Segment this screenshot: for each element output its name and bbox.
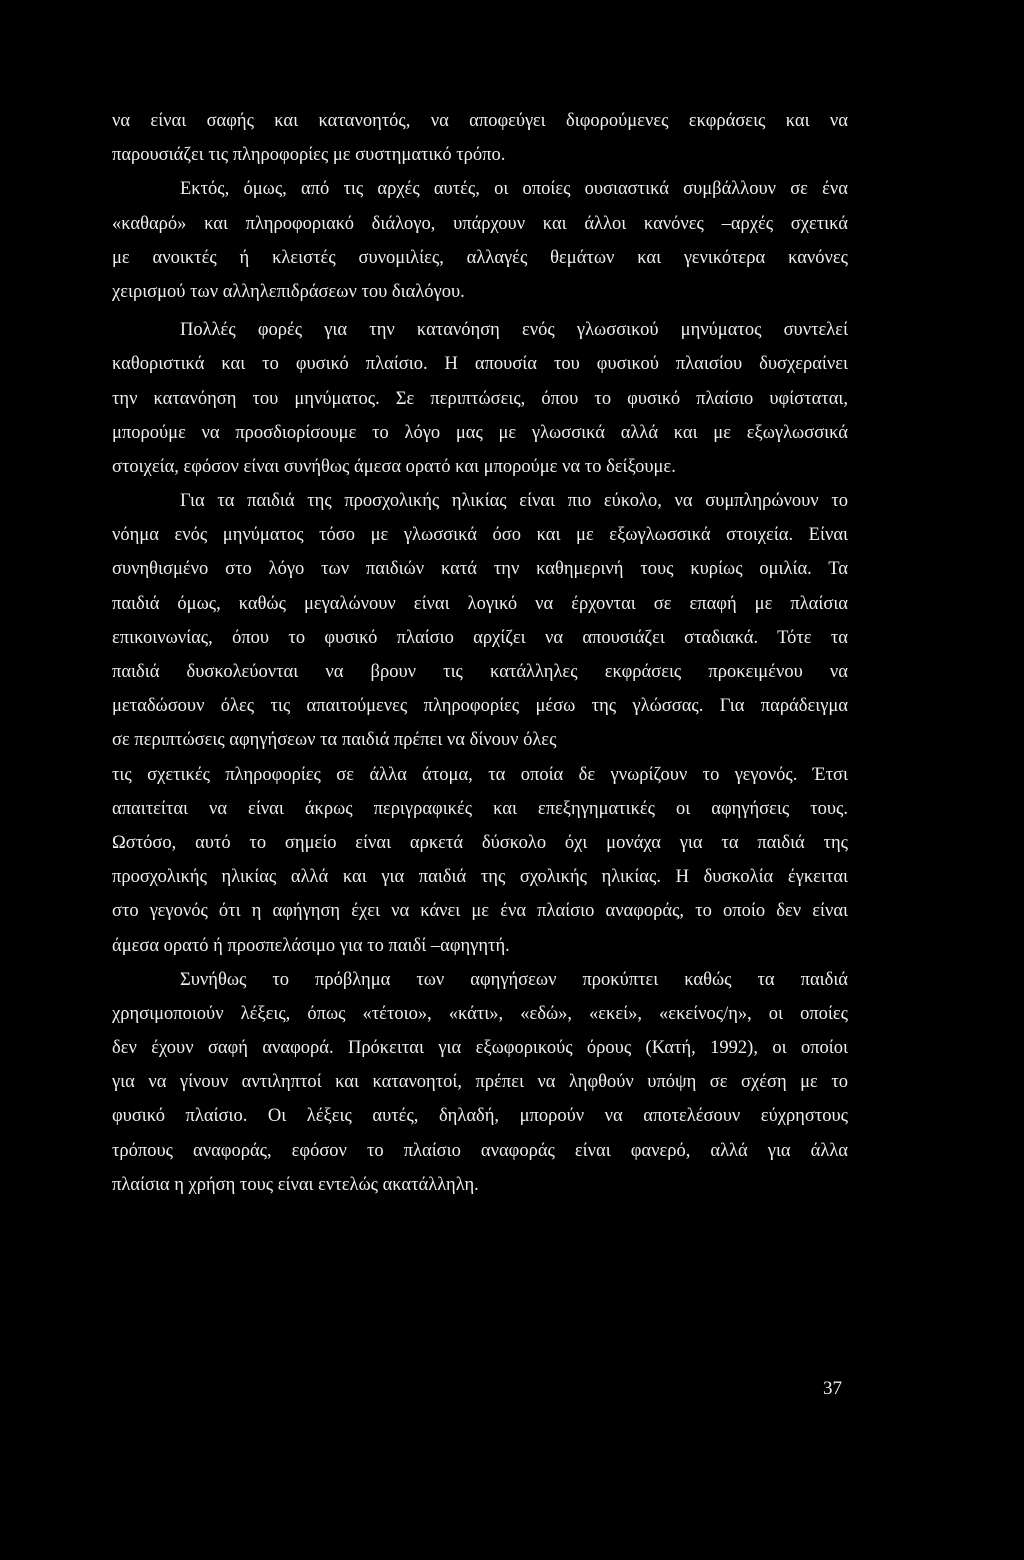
text-line: πλαίσια η χρήση τους είναι εντελώς ακατάλληλη. xyxy=(112,1174,479,1195)
text-line: καθοριστικά και το φυσικό πλαίσιο. Η απουσία του φυσικού πλαισίου δυσχεραίνει xyxy=(112,354,848,375)
text-line: «καθαρό» και πληροφοριακό διάλογο, υπάρχουν και άλλοι κανόνες –αρχές σχετικά xyxy=(112,213,848,234)
text-line: σε περιπτώσεις αφηγήσεων τα παιδιά πρέπει να δίνουν όλες xyxy=(112,730,557,751)
text-line: προσχολικής ηλικίας αλλά και για παιδιά της σχολικής ηλικίας. Η δυσκολία έγκειται xyxy=(112,867,848,888)
text-line: με ανοικτές ή κλειστές συνομιλίες, αλλαγές θεμάτων και γενικότερα κανόνες xyxy=(112,247,848,268)
text-line: μεταδώσουν όλες τις απαιτούμενες πληροφορίες μέσω της γλώσσας. Για παράδειγμα xyxy=(112,696,848,717)
text-line: παιδιά όμως, καθώς μεγαλώνουν είναι λογικό να έρχονται σε επαφή με πλαίσια xyxy=(112,593,848,614)
text-line: Συνήθως το πρόβλημα των αφηγήσεων προκύπτει καθώς τα παιδιά xyxy=(180,969,848,990)
text-line: φυσικό πλαίσιο. Οι λέξεις αυτές, δηλαδή, μπορούν να αποτελέσουν εύχρηστους xyxy=(112,1106,848,1127)
text-line: στοιχεία, εφόσον είναι συνήθως άμεσα ορατό και μπορούμε να το δείξουμε. xyxy=(112,456,676,477)
text-line: στο γεγονός ότι η αφήγηση έχει να κάνει με ένα πλαίσιο αναφοράς, το οποίο δεν είναι xyxy=(112,901,848,922)
text-line: παρουσιάζει τις πληροφορίες με συστηματικό τρόπο. xyxy=(112,145,506,166)
text-line: την κατανόηση του μηνύματος. Σε περιπτώσεις, όπου το φυσικό πλαίσιο υφίσταται, xyxy=(112,388,848,409)
text-line: Για τα παιδιά της προσχολικής ηλικίας είναι πιο εύκολο, να συμπληρώνουν το xyxy=(180,491,848,512)
text-line: χρησιμοποιούν λέξεις, όπως «τέτοιο», «κάτι», «εδώ», «εκεί», «εκείνος/η», οι οποίες xyxy=(112,1003,848,1024)
text-line: χειρισμού των αλληλεπιδράσεων του διαλόγου. xyxy=(112,281,465,302)
text-line: να είναι σαφής και κατανοητός, να αποφεύγει διφορούμενες εκφράσεις και να xyxy=(112,111,848,131)
text-line: τις σχετικές πληροφορίες σε άλλα άτομα, τα οποία δε γνωρίζουν το γεγονός. Έτσι xyxy=(112,764,848,785)
text-line: Εκτός, όμως, από τις αρχές αυτές, οι οποίες ουσιαστικά συμβάλλουν σε ένα xyxy=(180,179,848,200)
body-text xyxy=(112,104,848,1202)
text-line: μπορούμε να προσδιορίσουμε το λόγο μας με γλωσσικά αλλά και με εξωγλωσσικά xyxy=(112,422,848,443)
text-line: νόημα ενός μηνύματος τόσο με γλωσσικά όσο και με εξωγλωσσικά στοιχεία. Είναι xyxy=(112,525,848,546)
text-line: παιδιά δυσκολεύονται να βρουν τις κατάλληλες εκφράσεις προκειμένου να xyxy=(112,662,848,682)
text-line: δεν έχουν σαφή αναφορά. Πρόκειται για εξωφορικούς όρους (Κατή, 1992), οι οποίοι xyxy=(112,1038,848,1059)
text-line: τρόπους αναφοράς, εφόσον το πλαίσιο αναφοράς είναι φανερό, αλλά για άλλα xyxy=(112,1140,848,1161)
text-line: Πολλές φορές για την κατανόηση ενός γλωσσικού μηνύματος συντελεί xyxy=(180,320,848,341)
text-line: απαιτείται να είναι άκρως περιγραφικές και επεξηγηματικές οι αφηγήσεις τους. xyxy=(112,798,848,819)
text-line: άμεσα ορατό ή προσπελάσιμο για το παιδί –αφηγητή. xyxy=(112,935,510,956)
text-line: για να γίνουν αντιληπτοί και κατανοητοί, πρέπει να ληφθούν υπόψη σε σχέση με το xyxy=(112,1072,848,1093)
text-line: επικοινωνίας, όπου το φυσικό πλαίσιο αρχίζει να απουσιάζει σταδιακά. Τότε τα xyxy=(112,627,848,648)
page-number: 37 xyxy=(823,1378,842,1399)
text-line: Ωστόσο, αυτό το σημείο είναι αρκετά δύσκολο όχι μονάχα για τα παιδιά της xyxy=(112,832,848,853)
text-line: συνηθισμένο στο λόγο των παιδιών κατά την καθημερινή τους κυρίως ομιλία. Τα xyxy=(112,559,848,580)
